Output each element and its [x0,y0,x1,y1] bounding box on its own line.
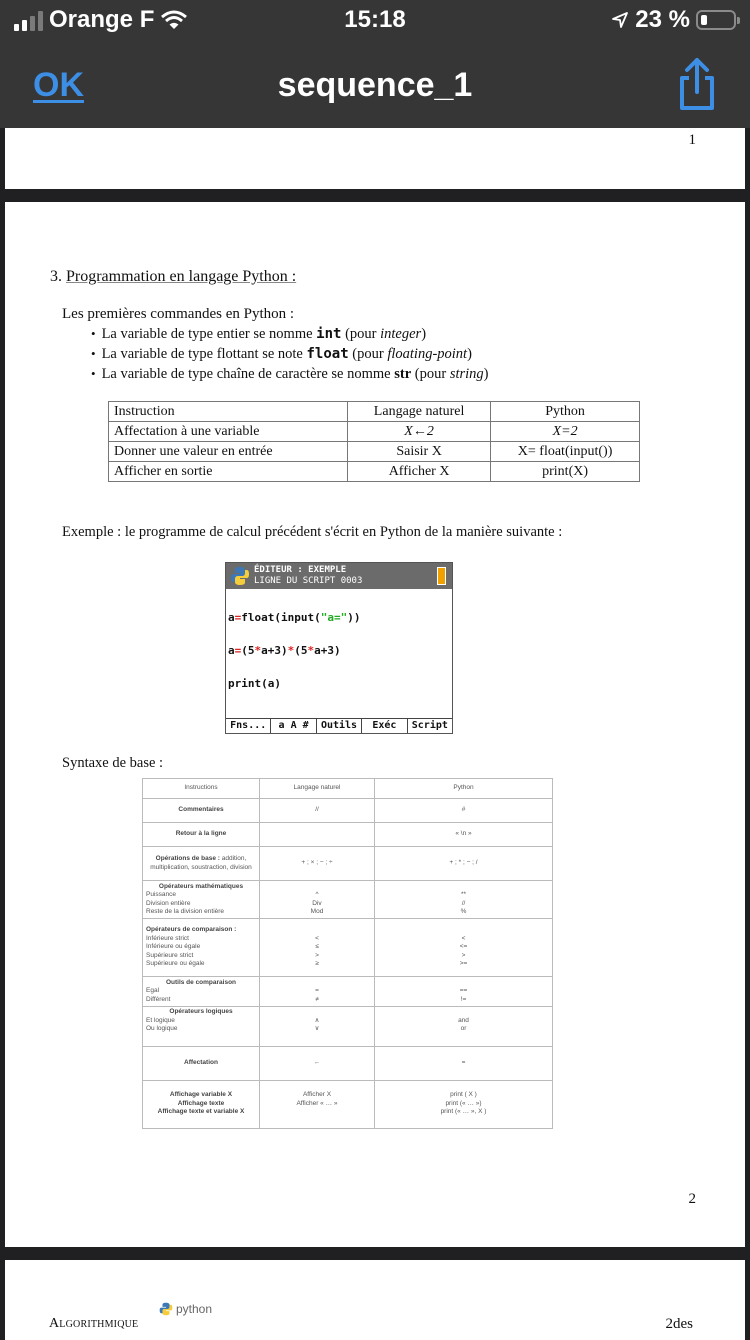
table-cell: print(X) [491,462,640,482]
code-line: print(a) [228,677,281,690]
page-number: 2 [688,1191,696,1207]
location-arrow-icon [611,11,629,29]
fn-key-script: Script [411,720,448,731]
code-line: a=float(input("a=")) [228,611,361,624]
calculator-header [226,563,452,589]
table-cell: Retour à la ligne [143,823,260,847]
table-cell: X= float(input()) [491,442,640,462]
table-cell: < <= > >= [375,919,553,977]
section-number: 3. [50,268,62,285]
header-cell: Langage naturel [348,402,491,422]
calculator-battery-icon [437,567,446,585]
battery-percent: 23 % [635,6,690,33]
table-row [109,442,640,462]
bullet-item: • La variable de type flottant se note float (pour floating-point) [91,344,489,364]
table-cell: print ( X ) print (« … ») print (« … », X ) [375,1081,553,1129]
syntax-table [142,778,553,1129]
table-cell: and or [375,1007,553,1047]
python-logo-icon [159,1300,173,1318]
type-bullet-list [91,324,489,384]
status-bar [0,0,750,44]
fn-key-exec: Exéc [362,719,407,733]
page-number: 1 [688,132,696,148]
table-cell: Donner une valeur en entrée [109,442,348,462]
navigation-bar [0,44,750,128]
example-text: Exemple : le programme de calcul précédent s'écrit en Python de la manière suivante : [62,524,563,540]
table-row [143,847,553,881]
table-cell: + ; × ; − ; ÷ [260,847,375,881]
table-cell: Afficher X [348,462,491,482]
table-cell: + ; * ; − ; / [375,847,553,881]
table-row [143,1047,553,1081]
table-cell: Opérateurs de comparaison : Inférieure strict Inférieure ou égale Supérieure strict Supérieure ou égale [143,919,260,977]
script-line: LIGNE DU SCRIPT 0003 [254,576,363,586]
table-cell: « \n » [375,823,553,847]
pdf-page-2 [5,202,745,1247]
instruction-table [108,401,640,482]
table-cell: Afficher en sortie [109,462,348,482]
table-cell: Afficher X Afficher « … » [260,1081,375,1129]
table-row [109,462,640,482]
footer-right-label: 2des [665,1316,693,1332]
table-cell: == != [375,977,553,1007]
table-cell: = ≠ [260,977,375,1007]
table-cell: Commentaires [143,799,260,823]
table-row [109,422,640,442]
intro-text: Les premières commandes en Python : [62,306,295,322]
footer-left-label: Algorithmique [49,1316,139,1331]
table-cell: Affectation [143,1047,260,1081]
table-cell: Outils de comparaison Egal Différent [143,977,260,1007]
fn-key-outils: Outils [317,719,362,733]
fn-key-chars: a A # [271,719,316,733]
table-cell: X←2 [348,422,491,442]
table-cell: ^ Div Mod [260,881,375,919]
table-header-row [109,402,640,422]
table-cell: Affichage variable X Affichage texte Affichage texte et variable X [143,1081,260,1129]
header-cell: Python [375,779,553,799]
share-icon[interactable] [674,56,720,112]
table-row [143,823,553,847]
bullet-item: • La variable de type chaîne de caractère se nomme str (pour string) [91,364,489,384]
python-logo-icon [230,566,250,586]
code-line: a=(5*a+3)*(5*a+3) [228,644,341,657]
battery-icon [696,10,736,30]
table-cell: Opérations de base : addition, multiplication, soustraction, division [143,847,260,881]
table-row [143,977,553,1007]
table-row [143,1007,553,1047]
top-bar [0,0,750,128]
table-cell [260,823,375,847]
table-row [143,881,553,919]
clock: 15:18 [344,6,406,33]
table-row [143,799,553,823]
ok-button[interactable]: OK [33,66,84,104]
fn-key-fns: Fns... [226,719,271,733]
code-editor [226,589,452,712]
editor-title: ÉDITEUR : EXEMPLE [254,565,347,575]
table-cell: # [375,799,553,823]
table-cell: < ≤ > ≥ [260,919,375,977]
header-cell: Instruction [109,402,348,422]
function-key-bar [226,718,452,733]
table-cell: ∧ ∨ [260,1007,375,1047]
syntax-label: Syntaxe de base : [62,755,164,771]
table-cell: Saisir X [348,442,491,462]
table-cell: Opérateurs logiques Et logique Ou logique [143,1007,260,1047]
table-cell: Affectation à une variable [109,422,348,442]
bullet-item: • La variable de type entier se nomme int (pour integer) [91,324,489,344]
calculator-screenshot [225,562,453,734]
table-cell: ** // % [375,881,553,919]
table-cell: Opérateurs mathématiques Puissance Division entière Reste de la division entière [143,881,260,919]
header-cell: Langage naturel [260,779,375,799]
table-cell: ← [260,1047,375,1081]
python-logo-text: python [176,1302,213,1316]
pdf-page-1 [5,128,745,189]
status-right [611,6,736,34]
header-cell: Python [491,402,640,422]
table-row [143,1081,553,1129]
table-cell: = [375,1047,553,1081]
section-heading [50,268,296,286]
section-title: Programmation en langage Python : [66,268,297,285]
carrier-name: Orange F [49,6,155,33]
table-header-row [143,779,553,799]
table-cell: // [260,799,375,823]
python-logo [159,1300,212,1318]
table-cell: X=2 [491,422,640,442]
pdf-page-3 [5,1260,745,1340]
header-cell: Instructions [143,779,260,799]
document-title: sequence_1 [277,66,473,104]
table-row [143,919,553,977]
